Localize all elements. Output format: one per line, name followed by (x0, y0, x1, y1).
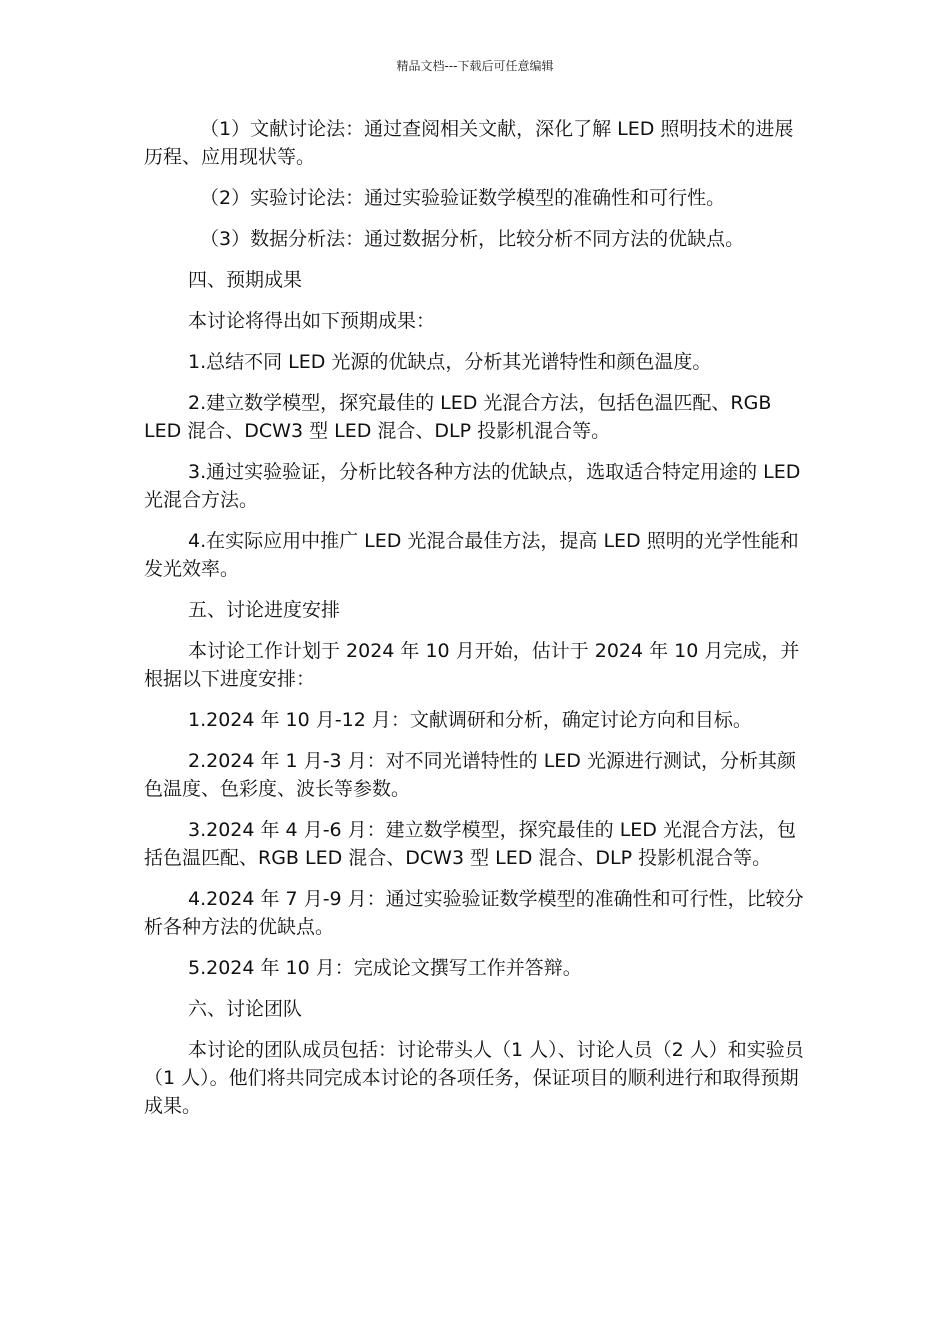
schedule-item: 1.2024 年 10 月-12 月：文献调研和分析，确定讨论方向和目标。 (188, 709, 752, 731)
expected-results-intro: 本讨论将得出如下预期成果： (188, 310, 436, 332)
page-header: 精品文档---下载后可任意编辑 (396, 59, 554, 73)
schedule-item: 4.2024 年 7 月-9 月：通过实验验证数学模型的准确性和可行性，比较分析各种方法的优缺点。 (144, 888, 804, 938)
expected-result-item: 4.在实际应用中推广 LED 光混合最佳方法，提高 LED 照明的光学性能和发光效率。 (144, 530, 799, 580)
schedule-item: 2.2024 年 1 月-3 月：对不同光谱特性的 LED 光源进行测试，分析其颜色温度、色彩度、波长等参数。 (144, 750, 796, 800)
expected-result-item: 1.总结不同 LED 光源的优缺点，分析其光谱特性和颜色温度。 (188, 351, 712, 373)
schedule-intro: 本讨论工作计划于 2024 年 10 月开始，估计于 2024 年 10 月完成，并根据以下进度安排： (144, 640, 800, 690)
schedule-item: 5.2024 年 10 月：完成论文撰写工作并答辩。 (188, 957, 582, 979)
method-experiment: （2）实验讨论法：通过实验验证数学模型的准确性和可行性。 (200, 187, 726, 209)
section-heading-schedule: 五、讨论进度安排 (188, 599, 341, 621)
document-body (144, 115, 808, 1133)
expected-result-item: 2.建立数学模型，探究最佳的 LED 光混合方法，包括色温匹配、RGB LED 混合、DCW3 型 LED 混合、DLP 投影机混合等。 (144, 392, 772, 442)
method-literature: （1）文献讨论法：通过查阅相关文献，深化了解 LED 照明技术的进展历程、应用现状等。 (144, 118, 794, 168)
schedule-item: 3.2024 年 4 月-6 月：建立数学模型，探究最佳的 LED 光混合方法，包括色温匹配、RGB LED 混合、DCW3 型 LED 混合、DLP 投影机混合等。 (144, 819, 796, 869)
method-data-analysis: （3）数据分析法：通过数据分析，比较分析不同方法的优缺点。 (200, 228, 745, 250)
section-heading-expected-results: 四、预期成果 (188, 269, 303, 291)
expected-result-item: 3.通过实验验证，分析比较各种方法的优缺点，选取适合特定用途的 LED 光混合方法。 (144, 461, 801, 511)
team-description: 本讨论的团队成员包括：讨论带头人（1 人）、讨论人员（2 人）和实验员（1 人）。他们将共同完成本讨论的各项任务，保证项目的顺利进行和取得预期成果。 (144, 1039, 804, 1117)
section-heading-team: 六、讨论团队 (188, 998, 303, 1020)
